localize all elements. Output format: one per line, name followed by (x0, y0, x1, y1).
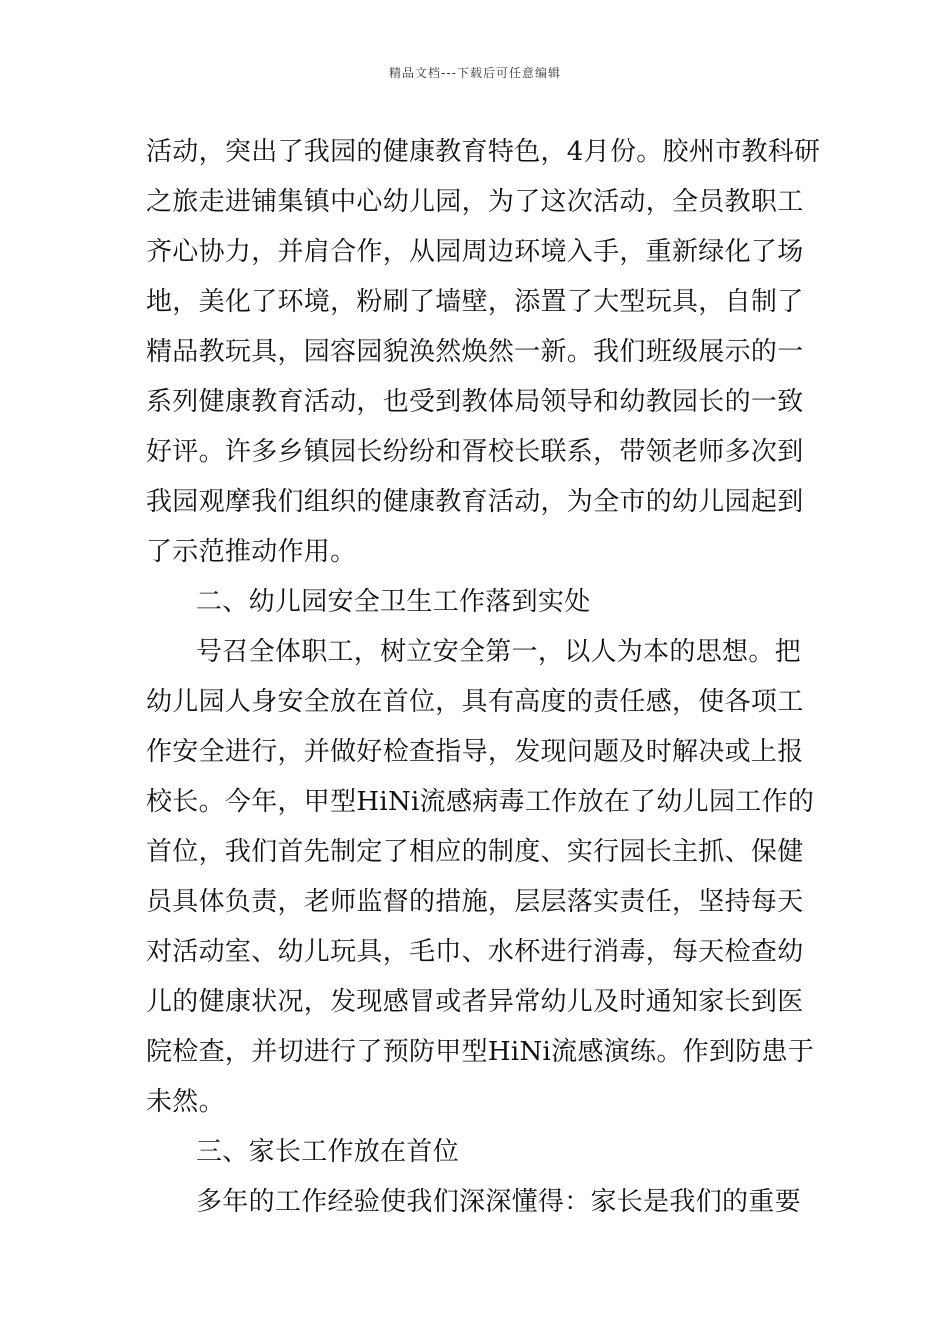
text-line: 地，美化了环境，粉刷了墙壁，添置了大型玩具，自制了 (146, 287, 804, 317)
text-line: 之旅走进铺集镇中心幼儿园，为了这次活动，全员教职工 (146, 187, 804, 217)
text-line: 作安全进行，并做好检查指导，发现问题及时解决或上报 (146, 737, 804, 767)
text-line: 首位，我们首先制定了相应的制度、实行园长主抓、保健 (146, 837, 804, 867)
text-line: 校长。今年，甲型HiNi流感病毒工作放在了幼儿园工作的 (146, 787, 815, 817)
text-line: 活动，突出了我园的健康教育特色，4月份。胶州市教科研 (146, 137, 821, 167)
text-line: 未然。 (146, 1087, 225, 1117)
text-line: 儿的健康状况，发现感冒或者异常幼儿及时通知家长到医 (146, 987, 804, 1017)
text-line: 对活动室、幼儿玩具，毛巾、水杯进行消毒，每天检查幼 (146, 937, 804, 967)
text-line: 员具体负责，老师监督的措施，层层落实责任，坚持每天 (146, 887, 804, 917)
text-line: 精品教玩具，园容园貌涣然焕然一新。我们班级展示的一 (146, 337, 804, 367)
section-heading: 三、家长工作放在首位 (196, 1137, 460, 1167)
text-line: 多年的工作经验使我们深深懂得：家长是我们的重要 (196, 1187, 801, 1217)
text-line: 我园观摩我们组织的健康教育活动，为全市的幼儿园起到 (146, 487, 804, 517)
text-line: 好评。许多乡镇园长纷纷和胥校长联系，带领老师多次到 (146, 437, 804, 467)
text-line: 院检查，并切进行了预防甲型HiNi流感演练。作到防患于 (146, 1037, 815, 1067)
document-body (146, 127, 826, 1227)
text-line: 齐心协力，并肩合作，从园周边环境入手，重新绿化了场 (146, 237, 804, 267)
text-line: 系列健康教育活动，也受到教体局领导和幼教园长的一致 (146, 387, 804, 417)
text-line: 号召全体职工，树立安全第一，以人为本的思想。把 (196, 637, 801, 667)
text-line: 幼儿园人身安全放在首位，具有高度的责任感，使各项工 (146, 687, 804, 717)
page-header: 精品文档---下载后可任意编辑 (389, 66, 561, 80)
section-heading: 二、幼儿园安全卫生工作落到实处 (196, 587, 591, 617)
text-line: 了示范推动作用。 (146, 537, 357, 567)
